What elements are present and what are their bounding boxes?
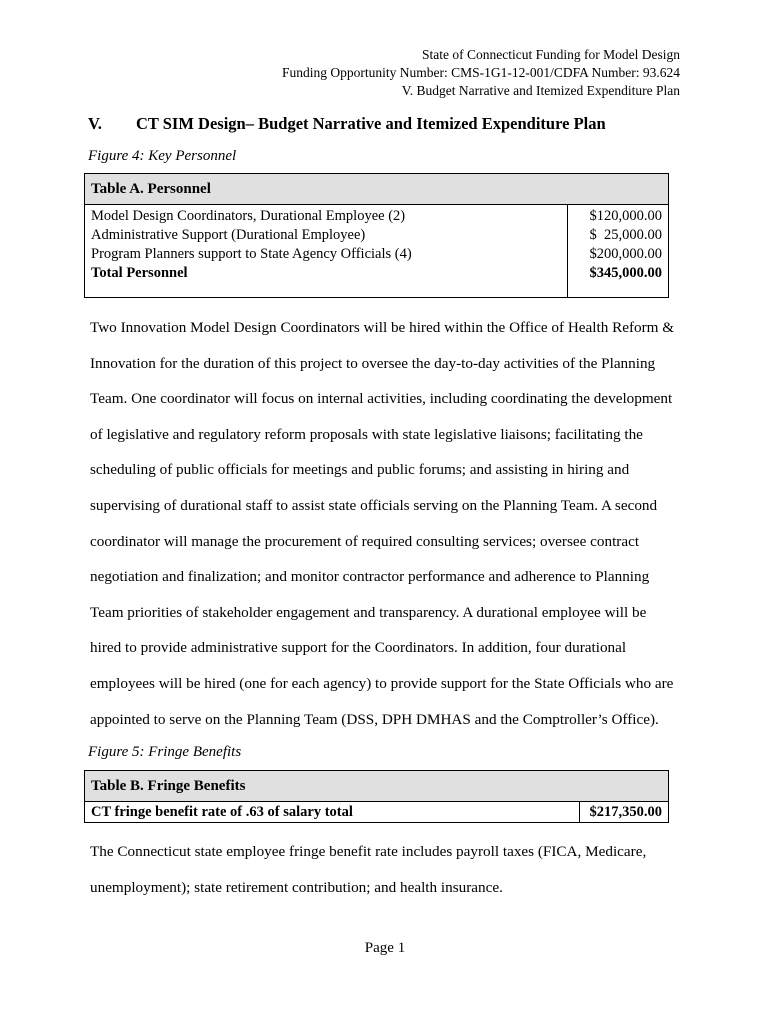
paragraph-line: scheduling of public officials for meetings and public forums; and assisting in hiring and: [90, 461, 630, 479]
paragraph-line: coordinator will manage the procurement of required consulting services; oversee contract: [90, 532, 640, 550]
paragraph-line: negotiation and finalization; and monitor contractor performance and adherence to Planning: [90, 568, 650, 586]
fringe-narrative: [90, 834, 690, 905]
table-total-row: [85, 264, 669, 298]
figure-4-caption: Figure 4: Key Personnel: [88, 148, 237, 164]
table-row: [85, 226, 669, 245]
table-row: [85, 245, 669, 264]
fringe-benefits-table: [84, 770, 669, 823]
personnel-narrative: [90, 310, 690, 737]
section-number: V.: [88, 114, 102, 133]
section-heading: [88, 114, 606, 134]
row-amount: $ 25,000.00: [568, 226, 669, 245]
figure-5-caption: Figure 5: Fringe Benefits: [88, 744, 242, 760]
row-amount: $217,350.00: [580, 802, 669, 823]
section-title: CT SIM Design– Budget Narrative and Itemized Expenditure Plan: [136, 114, 606, 133]
page-header: [282, 46, 680, 100]
row-label: Model Design Coordinators, Durational Employee (2): [85, 205, 568, 227]
paragraph-line: appointed to serve on the Planning Team (DSS, DPH DMHAS and the Comptroller’s Office).: [90, 710, 659, 728]
paragraph-line: supervising of durational staff to assist state officials serving on the Planning Team. A second: [90, 496, 658, 514]
table-row: [85, 802, 669, 823]
header-line-1: State of Connecticut Funding for Model Design: [422, 47, 680, 62]
header-line-3: V. Budget Narrative and Itemized Expenditure Plan: [401, 83, 680, 98]
fringe-table-title: Table B. Fringe Benefits: [85, 771, 669, 802]
header-line-2: Funding Opportunity Number: CMS-1G1-12-001/CDFA Number: 93.624: [282, 65, 680, 80]
row-amount: $120,000.00: [568, 205, 669, 227]
paragraph-line: hired to provide administrative support for the Coordinators. In addition, four durational: [90, 639, 627, 657]
paragraph-line: employees will be hired (one for each agency) to provide support for the State Officials who are: [90, 674, 674, 692]
paragraph-line: Team. One coordinator will focus on internal activities, including coordinating the development: [90, 390, 673, 408]
page-number: Page 1: [364, 940, 406, 956]
paragraph-line: of legislative and regulatory reform proposals with state legislative liaisons; facilitating the: [90, 425, 643, 443]
paragraph-line: The Connecticut state employee fringe benefit rate includes payroll taxes (FICA, Medicare,: [90, 843, 647, 860]
row-label: Program Planners support to State Agency Officials (4): [85, 245, 568, 264]
table-header-row: [85, 771, 669, 802]
paragraph-line: Team priorities of stakeholder engagement and transparency. A durational employee will be: [90, 603, 647, 621]
paragraph-line: Innovation for the duration of this project to oversee the day-to-day activities of the Planning: [90, 354, 656, 372]
table-header-row: [85, 174, 669, 205]
row-amount: $200,000.00: [568, 245, 669, 264]
total-label: Total Personnel: [85, 264, 568, 298]
table-row: [85, 205, 669, 227]
paragraph-line: unemployment); state retirement contribution; and health insurance.: [90, 878, 503, 896]
row-label: Administrative Support (Durational Employee): [85, 226, 568, 245]
paragraph-line: Two Innovation Model Design Coordinators will be hired within the Office of Health Reform &: [90, 319, 675, 336]
personnel-table-title: Table A. Personnel: [85, 174, 669, 205]
row-label: CT fringe benefit rate of .63 of salary total: [85, 802, 580, 823]
personnel-table: [84, 173, 669, 298]
total-amount: $345,000.00: [568, 264, 669, 298]
